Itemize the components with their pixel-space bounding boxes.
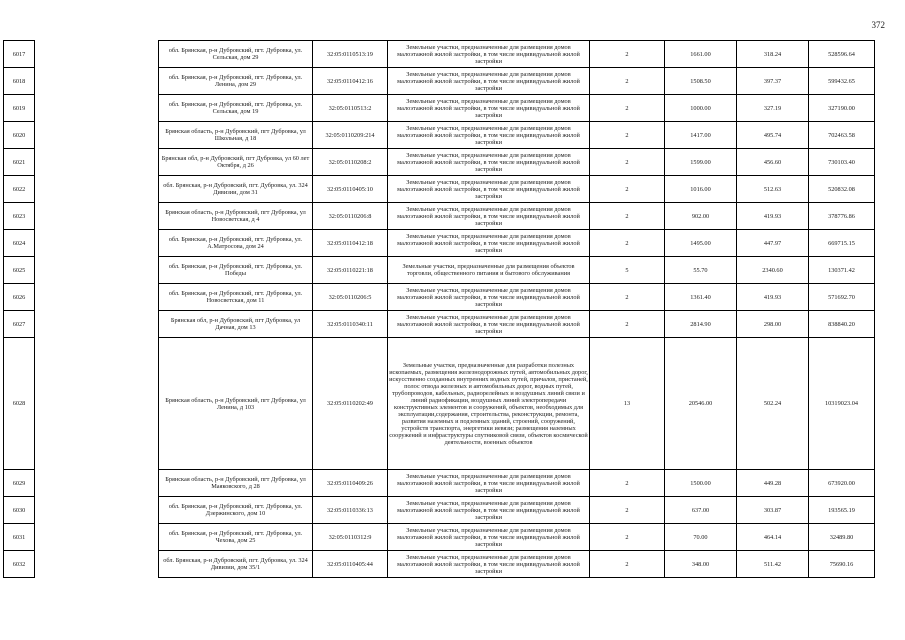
row-number: 6024 [4, 230, 35, 257]
cadastral-number-cell: 32:05:0110412:18 [313, 230, 388, 257]
area-cell: 1661.00 [665, 41, 737, 68]
cadastral-number-cell: 32:05:0110340:11 [313, 311, 388, 338]
unit-price-cell: 327.19 [737, 95, 809, 122]
table-row [4, 338, 875, 470]
unit-price-cell: 449.28 [737, 470, 809, 497]
address-cell: обл. Брянская, р-н Дубровский, пгт. Дубровка, ул. Сельская, дом 29 [159, 41, 313, 68]
unit-price-cell: 502.24 [737, 338, 809, 470]
empty-cell [35, 551, 159, 578]
unit-price-cell: 298.00 [737, 311, 809, 338]
cadastral-number-cell: 32:05:0110513:2 [313, 95, 388, 122]
area-cell: 348.00 [665, 551, 737, 578]
area-cell: 70.00 [665, 524, 737, 551]
row-number: 6023 [4, 203, 35, 230]
group-cell: 2 [590, 230, 665, 257]
group-cell: 2 [590, 551, 665, 578]
unit-price-cell: 303.87 [737, 497, 809, 524]
group-cell: 2 [590, 41, 665, 68]
group-cell: 2 [590, 149, 665, 176]
empty-cell [35, 470, 159, 497]
table-row [4, 95, 875, 122]
address-cell: обл. Брянская, р-н Дубровский, пгт. Дубровка, ул. 324 Дивизии, дом 35/1 [159, 551, 313, 578]
table-row [4, 524, 875, 551]
table-row [4, 230, 875, 257]
empty-cell [35, 95, 159, 122]
area-cell: 1508.50 [665, 68, 737, 95]
cadastral-value-cell: 10319023.04 [809, 338, 875, 470]
cadastral-value-cell: 528596.64 [809, 41, 875, 68]
address-cell: обл. Брянская, р-н Дубровский, пгт. Дубровка, ул. Сельская, дом 19 [159, 95, 313, 122]
empty-cell [35, 149, 159, 176]
cadastral-value-cell: 378776.86 [809, 203, 875, 230]
address-cell: Брянская область, р-н Дубровский, пгт Дубровка, ул Школьная, д 18 [159, 122, 313, 149]
table-row [4, 41, 875, 68]
permitted-use-cell: Земельные участки, предназначенные для размещения домов малоэтажной жилой застройки, в том числе индивидуальной жилой застройки [388, 176, 590, 203]
empty-cell [35, 284, 159, 311]
group-cell: 2 [590, 203, 665, 230]
cadastral-number-cell: 32:05:0110405:44 [313, 551, 388, 578]
permitted-use-cell: Земельные участки, предназначенные для размещения домов малоэтажной жилой застройки, в том числе индивидуальной жилой застройки [388, 68, 590, 95]
cadastral-value-cell: 702463.58 [809, 122, 875, 149]
permitted-use-cell: Земельные участки, предназначенные для размещения домов малоэтажной жилой застройки, в том числе индивидуальной жилой застройки [388, 149, 590, 176]
row-number: 6027 [4, 311, 35, 338]
permitted-use-cell: Земельные участки, предназначенные для размещения домов малоэтажной жилой застройки, в том числе индивидуальной жилой застройки [388, 41, 590, 68]
cadastral-number-cell: 32:05:0110209:214 [313, 122, 388, 149]
table-row [4, 311, 875, 338]
group-cell: 2 [590, 470, 665, 497]
empty-cell [35, 176, 159, 203]
group-cell: 2 [590, 311, 665, 338]
row-number: 6018 [4, 68, 35, 95]
address-cell: обл. Брянская, р-н Дубровский, пгт. Дубровка, ул. 324 Дивизии, дом 31 [159, 176, 313, 203]
address-cell: Брянская область, р-н Дубровский, пгт Дубровка, ул Новосветская, д 4 [159, 203, 313, 230]
cadastral-number-cell: 32:05:0110202:49 [313, 338, 388, 470]
cadastral-number-cell: 32:05:0110412:16 [313, 68, 388, 95]
row-number: 6017 [4, 41, 35, 68]
cadastral-number-cell: 32:05:0110206:8 [313, 203, 388, 230]
cadastral-value-cell: 669715.15 [809, 230, 875, 257]
cadastral-value-cell: 75690.16 [809, 551, 875, 578]
address-cell: обл. Брянская, р-н Дубровский, пгт. Дубровка, ул. Чехова, дом 25 [159, 524, 313, 551]
cadastral-value-cell: 838840.20 [809, 311, 875, 338]
permitted-use-cell: Земельные участки, предназначенные для размещения домов малоэтажной жилой застройки, в том числе индивидуальной жилой застройки [388, 230, 590, 257]
unit-price-cell: 464.14 [737, 524, 809, 551]
row-number: 6021 [4, 149, 35, 176]
row-number: 6019 [4, 95, 35, 122]
cadastral-value-cell: 327190.00 [809, 95, 875, 122]
cadastral-number-cell: 32:05:0110336:13 [313, 497, 388, 524]
group-cell: 13 [590, 338, 665, 470]
cadastral-value-cell: 520832.08 [809, 176, 875, 203]
row-number: 6030 [4, 497, 35, 524]
unit-price-cell: 511.42 [737, 551, 809, 578]
cadastral-number-cell: 32:05:0110208:2 [313, 149, 388, 176]
address-cell: Брянская область, р-н Дубровский, пгт Дубровка, ул Маяковского, д 28 [159, 470, 313, 497]
cadastral-value-cell: 571692.70 [809, 284, 875, 311]
permitted-use-cell: Земельные участки, предназначенные для размещения домов малоэтажной жилой застройки, в том числе индивидуальной жилой застройки [388, 470, 590, 497]
cadastral-number-cell: 32:05:0110513:19 [313, 41, 388, 68]
area-cell: 20546.00 [665, 338, 737, 470]
row-number: 6022 [4, 176, 35, 203]
address-cell: обл. Брянская, р-н Дубровский, пгт. Дубровка, ул. Ленина, дом 29 [159, 68, 313, 95]
empty-cell [35, 230, 159, 257]
cadastral-value-cell: 599432.65 [809, 68, 875, 95]
group-cell: 2 [590, 95, 665, 122]
permitted-use-cell: Земельные участки, предназначенные для размещения домов малоэтажной жилой застройки, в том числе индивидуальной жилой застройки [388, 551, 590, 578]
area-cell: 2814.90 [665, 311, 737, 338]
unit-price-cell: 456.60 [737, 149, 809, 176]
unit-price-cell: 419.93 [737, 203, 809, 230]
unit-price-cell: 2340.60 [737, 257, 809, 284]
address-cell: обл. Брянская, р-н Дубровский, пгт. Дубровка, ул. Новосветская, дом 11 [159, 284, 313, 311]
cadastral-number-cell: 32:05:0110221:18 [313, 257, 388, 284]
table-row [4, 149, 875, 176]
permitted-use-cell: Земельные участки, предназначенные для размещения домов малоэтажной жилой застройки, в том числе индивидуальной жилой застройки [388, 122, 590, 149]
page-number: 372 [871, 20, 885, 30]
cadastral-value-cell: 730103.40 [809, 149, 875, 176]
area-cell: 1495.00 [665, 230, 737, 257]
cadastral-value-cell: 32489.80 [809, 524, 875, 551]
table-row [4, 68, 875, 95]
unit-price-cell: 495.74 [737, 122, 809, 149]
group-cell: 2 [590, 122, 665, 149]
empty-cell [35, 524, 159, 551]
cadastral-number-cell: 32:05:0110206:5 [313, 284, 388, 311]
cadastral-value-cell: 673920.00 [809, 470, 875, 497]
table-row [4, 284, 875, 311]
table-row [4, 122, 875, 149]
empty-cell [35, 338, 159, 470]
table-row [4, 176, 875, 203]
table-row [4, 257, 875, 284]
unit-price-cell: 318.24 [737, 41, 809, 68]
table-row [4, 203, 875, 230]
area-cell: 902.00 [665, 203, 737, 230]
group-cell: 2 [590, 524, 665, 551]
unit-price-cell: 512.63 [737, 176, 809, 203]
address-cell: обл. Брянская, р-н Дубровский, пгт. Дубровка, ул. Дзержинского, дом 10 [159, 497, 313, 524]
area-cell: 1599.00 [665, 149, 737, 176]
area-cell: 637.00 [665, 497, 737, 524]
cadastral-value-cell: 193565.19 [809, 497, 875, 524]
empty-cell [35, 41, 159, 68]
address-cell: Брянская обл, р-н Дубровский, пгт Дубровка, ул 60 лет Октября, д 26 [159, 149, 313, 176]
group-cell: 2 [590, 68, 665, 95]
permitted-use-cell: Земельные участки, предназначенные для размещения домов малоэтажной жилой застройки, в том числе индивидуальной жилой застройки [388, 95, 590, 122]
group-cell: 5 [590, 257, 665, 284]
empty-cell [35, 311, 159, 338]
row-number: 6026 [4, 284, 35, 311]
row-number: 6028 [4, 338, 35, 470]
address-cell: обл. Брянская, р-н Дубровский, пгт. Дубровка, ул. А.Матросова, дом 24 [159, 230, 313, 257]
group-cell: 2 [590, 284, 665, 311]
permitted-use-cell: Земельные участки, предназначенные для размещения домов малоэтажной жилой застройки, в том числе индивидуальной жилой застройки [388, 497, 590, 524]
table-row [4, 497, 875, 524]
unit-price-cell: 419.93 [737, 284, 809, 311]
permitted-use-cell: Земельные участки, предназначенные для размещения домов малоэтажной жилой застройки, в том числе индивидуальной жилой застройки [388, 524, 590, 551]
area-cell: 1500.00 [665, 470, 737, 497]
unit-price-cell: 447.97 [737, 230, 809, 257]
unit-price-cell: 397.37 [737, 68, 809, 95]
row-number: 6031 [4, 524, 35, 551]
empty-cell [35, 122, 159, 149]
area-cell: 1016.00 [665, 176, 737, 203]
permitted-use-cell: Земельные участки, предназначенные для размещения домов малоэтажной жилой застройки, в том числе индивидуальной жилой застройки [388, 311, 590, 338]
permitted-use-cell: Земельные участки, предназначенные для разработки полезных ископаемых, размещения железнодорожных путей, автомобильных дорог, искусственно созданных внутренних водных путей, причалов, пристаней, полос отвода железных и автомобильных дорог, водных путей, трубопроводов, кабельных, радиорелейных и воздушных линий связи и линий радиофикации, воздушных линий электропередачи конструктивных элементов и сооружений, объектов, необходимых для эксплуатации,содержания, строительства, реконструкции, ремонта, развития наземных и подземных зданий, строений, сооружений, устройств транспорта, энергетики иевязи; размещения наземных сооружений и инфраструктуры спутниковой связи, объектов космической деятельности, военных объектов [388, 338, 590, 470]
cadastral-number-cell: 32:05:0110405:10 [313, 176, 388, 203]
address-cell: обл. Брянская, р-н Дубровский, пгт. Дубровка, ул. Победы [159, 257, 313, 284]
land-plots-table [3, 40, 875, 578]
permitted-use-cell: Земельные участки, предназначенные для размещения домов малоэтажной жилой застройки, в том числе индивидуальной жилой застройки [388, 284, 590, 311]
empty-cell [35, 497, 159, 524]
empty-cell [35, 257, 159, 284]
empty-cell [35, 203, 159, 230]
cadastral-number-cell: 32:05:0110409:26 [313, 470, 388, 497]
area-cell: 1361.40 [665, 284, 737, 311]
cadastral-number-cell: 32:05:0110312:9 [313, 524, 388, 551]
address-cell: Брянская обл, р-н Дубровский, пгт Дубровка, ул Дачная, дом 13 [159, 311, 313, 338]
permitted-use-cell: Земельные участки, предназначенные для размещения объектов торговли, общественного питания и бытового обслуживания [388, 257, 590, 284]
group-cell: 2 [590, 497, 665, 524]
cadastral-value-cell: 130371.42 [809, 257, 875, 284]
table-row [4, 470, 875, 497]
row-number: 6032 [4, 551, 35, 578]
row-number: 6025 [4, 257, 35, 284]
permitted-use-cell: Земельные участки, предназначенные для размещения домов малоэтажной жилой застройки, в том числе индивидуальной жилой застройки [388, 203, 590, 230]
area-cell: 55.70 [665, 257, 737, 284]
row-number: 6020 [4, 122, 35, 149]
empty-cell [35, 68, 159, 95]
area-cell: 1000.00 [665, 95, 737, 122]
group-cell: 2 [590, 176, 665, 203]
table-row [4, 551, 875, 578]
address-cell: Брянская область, р-н Дубровский, пгт Дубровка, ул Ленина, д 103 [159, 338, 313, 470]
row-number: 6029 [4, 470, 35, 497]
area-cell: 1417.00 [665, 122, 737, 149]
